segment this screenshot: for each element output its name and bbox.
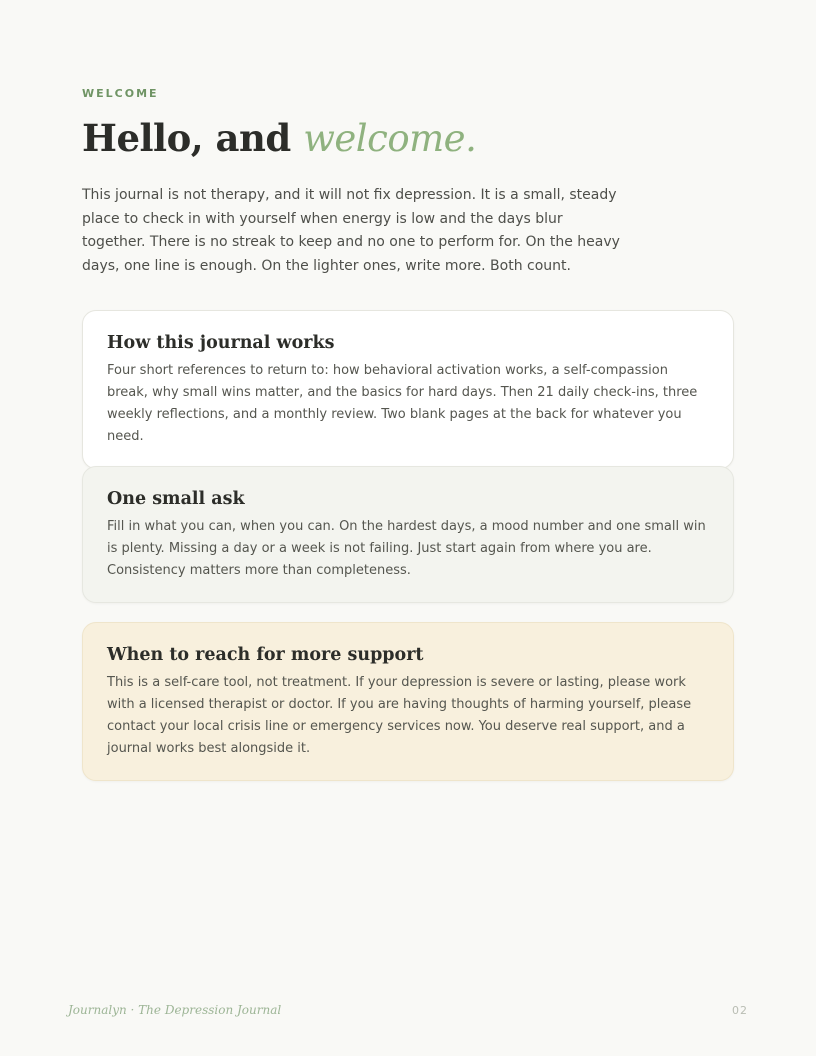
card-heading: One small ask [107, 489, 245, 509]
intro-paragraph: This journal is not therapy, and it will not fix depression. It is a small, steady place to check in with yourself when energy is low and the days blur together. There is no streak to keep and no one to perform for. On the heavy days, one line is enough. On the lighter ones, write more. Both count. [82, 187, 620, 274]
page-title-accent: welcome. [303, 117, 477, 160]
card-one-small-ask [82, 466, 734, 603]
card-more-support [82, 622, 734, 781]
footer-brand: Journalyn · The Depression Journal [68, 1003, 282, 1017]
page-title [82, 116, 476, 160]
page-title-main: Hello, and [82, 116, 291, 160]
card-body: Four short references to return to: how behavioral activation works, a self-compassion break, why small wins matter, and the basics for hard days. Then 21 daily check-ins, three weekly reflections, and a monthly review. Two blank pages at the back for whatever you need. [107, 363, 698, 444]
card-heading: When to reach for more support [107, 645, 424, 665]
card-how-it-works [82, 310, 734, 469]
card-body: This is a self-care tool, not treatment. If your depression is severe or lasting, please work with a licensed therapist or doctor. If you are having thoughts of harming yourself, please contact your local crisis line or emergency services now. You deserve real support, and a journal works best alongside it. [107, 675, 692, 756]
section-eyebrow: WELCOME [82, 87, 159, 100]
page-number: 02 [732, 1004, 748, 1017]
card-body: Fill in what you can, when you can. On the hardest days, a mood number and one small win is plenty. Missing a day or a week is not failing. Just start again from where you are. Consistency matters more than completeness. [107, 519, 706, 578]
card-heading: How this journal works [107, 333, 335, 353]
